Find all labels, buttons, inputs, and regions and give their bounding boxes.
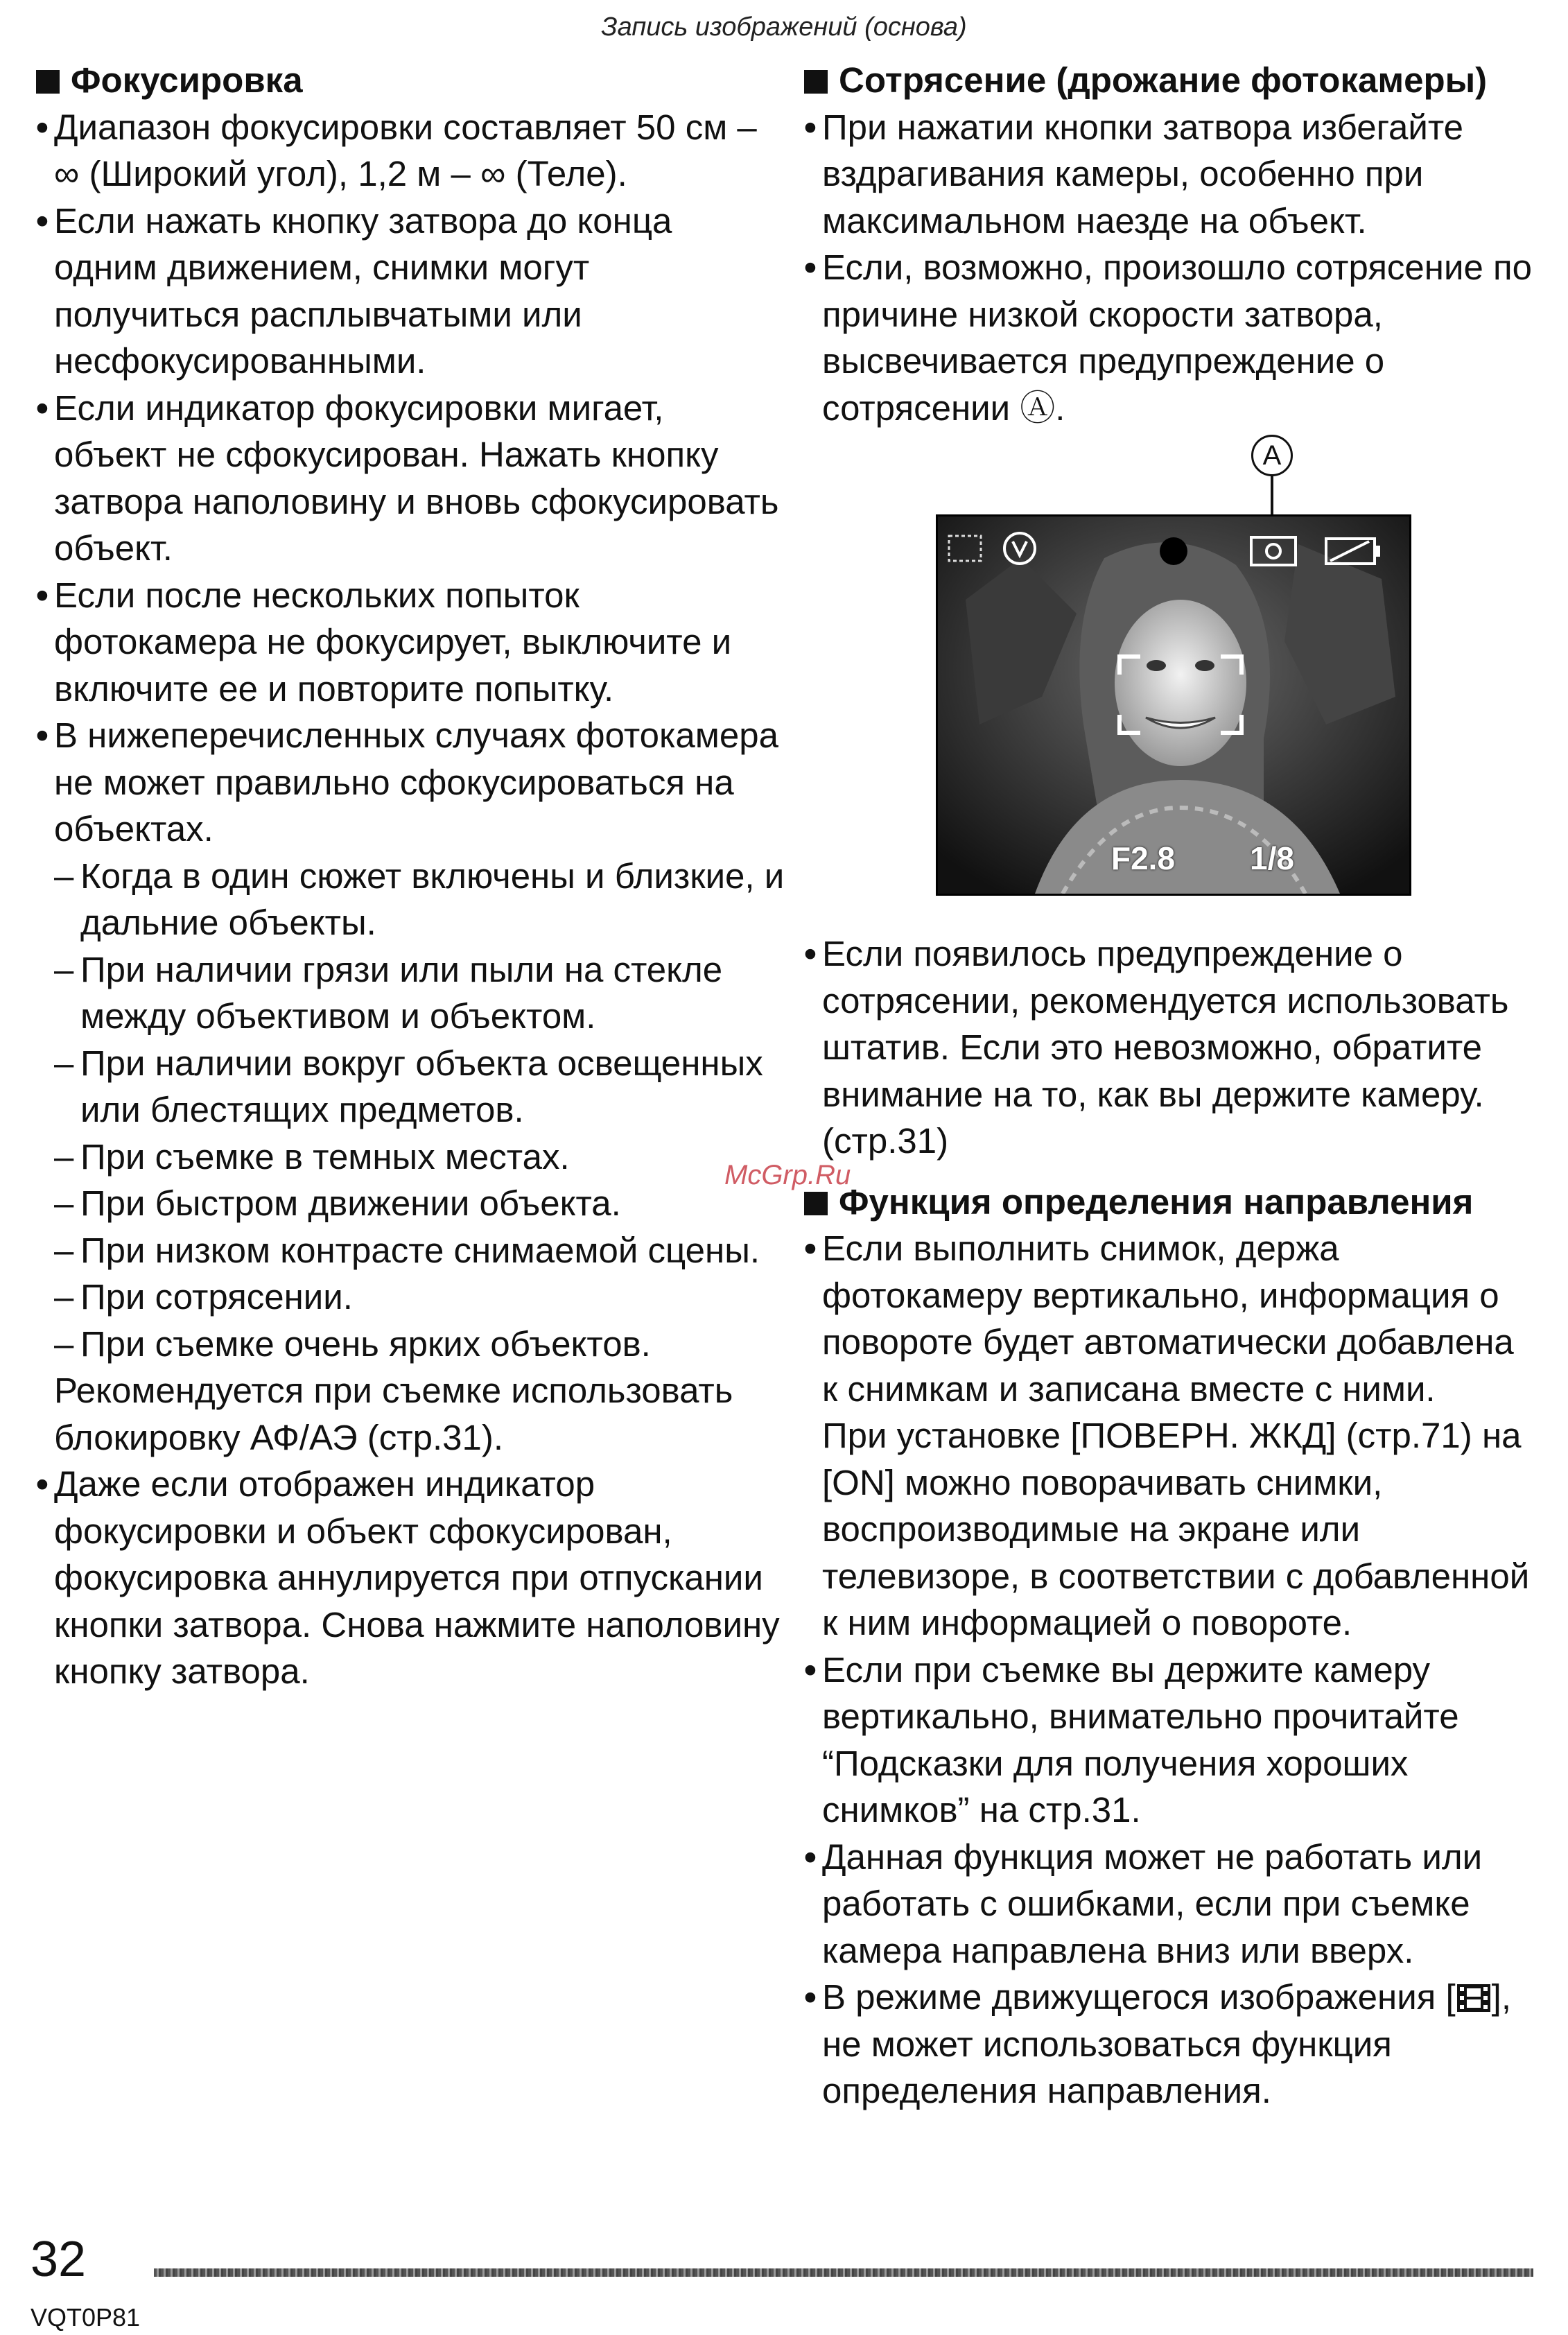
square-bullet-icon [36,70,60,94]
bullet-dot-icon: • [36,715,49,755]
bullet-dot-icon: • [804,1977,817,2017]
page-header: Запись изображений (основа) [601,12,967,42]
bullet-dot-icon: • [36,107,49,147]
paragraph-text: При установке [ПОВЕРН. ЖКД] (стр.71) на [ON] можно поворачивать снимки, воспроизводимые на экране или телевизоре, в соответствии с добавленной к ним информацией о повороте. [822,1416,1530,1642]
square-bullet-icon [804,1192,828,1215]
list-item: • В нижеперечисленных случаях фотокамера не может правильно сфокусироваться на объектах. [36,712,785,853]
list-item: • В режиме движущегося изображения [ ], не может использоваться функция определения направления. [804,1974,1539,2115]
camera-screen-figure [804,431,1539,930]
sub-list-item: – Когда в один сюжет включены и близкие, и дальние объекты. [54,856,785,942]
callout-a-label: A [1251,435,1293,476]
list-item: • Диапазон фокусировки составляет 50 см – ∞ (Широкий угол), 1,2 м – ∞ (Теле). [36,104,785,198]
list-item: • Если при съемке вы держите камеру вертикально, внимательно прочитайте “Подсказки для получения хороших снимков” на стр.31. [804,1647,1539,1834]
aperture-readout: F2.8 [1111,840,1176,876]
left-column [36,57,785,1695]
sub-list-item: – При быстром движении объекта. [54,1183,621,1223]
lcd-screen-image [936,514,1411,896]
recommendation-text: Рекомендуется при съемке использовать блокировку АФ/АЭ (стр.31). [54,1371,733,1457]
sub-list-item: – При съемке в темных местах. [54,1136,570,1177]
list-item: • Если нажать кнопку затвора до конца одним движением, снимки могут получиться расплывчатыми или несфокусированными. [36,198,785,385]
motion-picture-mode-icon [1456,1983,1492,2013]
right-column [804,57,1539,2115]
list-item: • Если индикатор фокусировки мигает, объект не сфокусирован. Нажать кнопку затвора наполовину и вновь сфокусировать объект. [36,385,785,572]
watermark: McGrp.Ru [724,1160,851,1190]
square-bullet-icon [804,70,828,94]
sub-list-item: – При наличии грязи или пыли на стекле между объективом и объектом. [54,949,723,1036]
list-item: • Если после нескольких попыток фотокамера не фокусирует, выключите и включите ее и повторите попытку. [36,572,785,713]
footer-rule [154,2268,1533,2277]
sub-list-item: – При сотрясении. [54,1277,353,1317]
shutter-speed-readout: 1/8 [1250,840,1294,876]
sub-list-item: – При наличии вокруг объекта освещенных или блестящих предметов. [54,1043,763,1129]
list-item: • Если выполнить снимок, держа фотокамеру вертикально, информация о повороте будет автоматически добавлена к снимкам и записана вместе с ними. [804,1225,1539,1412]
bullet-dot-icon: • [36,388,49,428]
bullet-dot-icon: • [804,1649,817,1690]
bullet-dot-icon: • [804,107,817,147]
section-heading-shake: Сотрясение (дрожание фотокамеры) [804,57,1539,104]
list-item: • Если появилось предупреждение о сотрясении, рекомендуется использовать штатив. Если это невозможно, обратите внимание на то, как вы держите камеру. (стр.31) [804,930,1539,1165]
bullet-dot-icon: • [804,934,817,973]
sub-list-item: – При съемке очень ярких объектов. [54,1323,651,1364]
bullet-dot-icon: • [804,1229,817,1268]
section-heading-direction: Функция определения направления [804,1179,1539,1226]
bullet-dot-icon: • [36,200,49,241]
list-item: • Данная функция может не работать или работать с ошибками, если при съемке камера направлена вниз или вверх. [804,1834,1539,1974]
document-code: VQT0P81 [31,2303,141,2332]
list-item: • Если, возможно, произошло сотрясение по причине низкой скорости затвора, высвечивается предупреждение о сотрясении Ⓐ. [804,244,1539,431]
bullet-dot-icon: • [36,1464,49,1504]
list-item: • Даже если отображен индикатор фокусировки и объект сфокусирован, фокусировка аннулируется при отпускании кнопки затвора. Снова нажмите наполовину кнопку затвора. [36,1461,785,1695]
sub-list-item: – При низком контрасте снимаемой сцены. [54,1230,760,1270]
bullet-dot-icon: • [36,575,49,615]
bullet-dot-icon: • [804,248,817,287]
list-item: • При нажатии кнопки затвора избегайте вздрагивания камеры, особенно при максимальном наезде на объект. [804,104,1539,245]
section-heading-focus: Фокусировка [36,57,785,104]
bullet-dot-icon: • [804,1837,817,1877]
page-number: 32 [31,2232,87,2287]
